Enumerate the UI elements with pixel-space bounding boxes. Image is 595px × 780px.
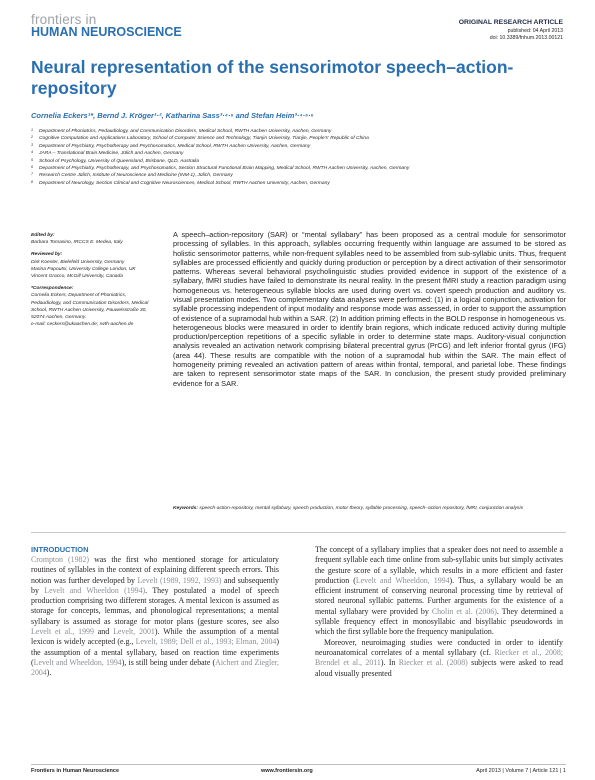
body-text: ). Thus, a syllabary would be an efficient instrument of conserving neuronal processing time by retrieval of stored neuronal syllabic patterns. Further arguments for the existence of a mental syllabary were provided by (315, 575, 563, 616)
correspondence-label: *Correspondence: (31, 286, 74, 292)
body-text: subjects were asked to read aloud visually presented (315, 658, 564, 678)
footer-issue-info: April 2013 | Volume 7 | Article 121 | 1 (476, 768, 566, 774)
affiliation-text: Research Centre Jülich, Institute of Neuroscience and Medicine (INM-1), Jülich, Germany (39, 173, 233, 179)
page-footer (31, 764, 566, 774)
affiliation-text: Cognitive Computation and Applications Laboratory, School of Computer Science and Technology, Tianjin University, Tianjin, People's' Republic of China (39, 136, 369, 142)
citation-link[interactable]: Cholin et al. (2006) (431, 606, 497, 616)
citation-link[interactable]: Levelt et al., 1999 (31, 627, 94, 637)
reviewed-by-label: Reviewed by: (31, 252, 63, 258)
keywords-label: Keywords: (173, 506, 199, 511)
abstract: A speech–action-repository (SAR) or “mental syllabary” has been proposed as a central module for sensorimotor processing of syllables. In this approach, syllables occurring frequently within language are assumed to be stored as holistic sensorimotor patterns, while non-frequent syllables need to be assembled from sub-syllabic units. Thus, frequent syllables are processed efficiently and quickly during production or perception by a direct activation of their sensorimotor patterns. Whereas several behavioral psycholinguistic studies provided evidence in support of the existence of a syllabary, fMRI studies have failed to demonstrate its neural reality. In the present fMRI study a reaction paradigm using homogeneous vs. heterogeneous syllable blocks are used during overt vs. covert speech production and auditory vs. visual presentation modes. Two complementary data analyses were performed: (1) in a logical conjunction, activation for syllable processing independent of input modality and response mode was assessed, in order to support the assumption of existence of a supramodal hub within a SAR. (2) In addition priming effects in the BOLD response in homogeneous vs. heterogeneous blocks were measured in order to identify brain regions, which indicate reduced activity during multiple production/perception repetitions of a specific syllable in order to determine state maps. Auditory-visual conjunction analysis revealed an activation network comprising bilateral precentral gyrus (PrCG) and left inferior frontal gyrus (IFG) (area 44). These results are compatible with the notion of a supramodal hub within the SAR. The main effect of homogeneity priming revealed an activation pattern of areas within frontal, temporal, and parietal lobe. These findings are taken to represent sensorimotor state maps of the SAR. In conclusion, the present study provided preliminary evidence for a SAR. (173, 230, 566, 388)
affiliation-number: 5 (31, 157, 33, 162)
affiliation-item (31, 165, 511, 172)
body-text: ), is still being under debate ( (121, 657, 216, 667)
citation-link[interactable]: Levelt, 2001 (113, 627, 155, 637)
citation-link[interactable]: Levelt and Wheeldon (1994) (44, 585, 146, 595)
affiliation-item (31, 158, 511, 165)
publication-info (490, 28, 563, 42)
body-text: and subsequently by (31, 575, 279, 595)
affiliation-number: 4 (31, 150, 33, 155)
body-text: ). (46, 668, 52, 678)
citation-link[interactable]: Levelt and Wheeldon, 1994 (33, 657, 122, 667)
editor: Barbara Tomasino, IRCCS E. Medea, Italy (31, 240, 123, 246)
citation-link[interactable]: Levelt and Wheeldon, 1994 (355, 575, 450, 585)
body-text: ). In (380, 658, 399, 668)
body-text: . They determined a syllable frequency effect in monosyllabic and bisyllabic pseudowords in which the first syllable bore the frequency manipulation. (315, 606, 563, 637)
affiliation-item (31, 180, 511, 187)
introduction-heading: INTRODUCTION (31, 545, 89, 554)
journal-logo-line1: frontiers in (31, 12, 97, 27)
body-paragraph (315, 638, 563, 679)
citation-link[interactable]: Crompton (1982) (31, 555, 90, 564)
affiliation-item (31, 143, 511, 150)
citation-link[interactable]: Riecker et al., 2008; Brendel et al., 2011 (315, 647, 563, 668)
doi: doi: 10.3389/fnhum.2013.00121 (489, 35, 563, 41)
body-text: ) the assumption of a mental syllabary, based on reaction time experiments ( (31, 637, 279, 667)
citation-link[interactable]: Aichert and Ziegler, 2004 (31, 657, 279, 678)
affiliation-number: 1 (31, 128, 33, 132)
body-column-left (31, 555, 279, 679)
published-date: published: 04 April 2013 (507, 28, 563, 34)
affiliation-number: 6 (31, 165, 33, 170)
reviewer: Vincent Gracco, McGill University, Canada (31, 274, 123, 280)
body-paragraph (315, 545, 563, 638)
body-paragraph (31, 555, 279, 679)
section-divider (31, 532, 566, 533)
citation-link[interactable]: Riecker et al. (2008) (398, 658, 468, 668)
affiliation-number: 8 (31, 179, 33, 184)
article-type: ORIGINAL RESEARCH ARTICLE (458, 19, 563, 26)
affiliation-text: Department of Psychiatry, Psychotherapy, and Psychosomatics, Section Structural Functional Brain Mapping, Medical School, RWTH Aachen University, Aachen, Germany (39, 166, 410, 172)
affiliation-number: 3 (31, 142, 33, 147)
body-text: The concept of a syllabary implies that a speaker does not need to assemble a frequent syllable each time online from sub-syllabic units but simply activates the gesture score of a syllable, which results in a more efficient and faster production ( (315, 545, 563, 585)
affiliation-text: JARA – Translational Brain Medicine, Jülich and Aachen, Germany (39, 151, 184, 157)
affiliation-number: 7 (31, 172, 33, 177)
affiliation-item (31, 150, 511, 157)
body-text: . They postulated a model of speech production comprising two different storages. A mental lexicon is assumed as storage for concepts, lemmas, and phonological representations; a mental syllabary is assumed as storage for motor plans (gesture scores, see also (31, 585, 279, 626)
affiliation-item (31, 135, 511, 142)
correspondence-address: Cornelia Eckers, Department of Phoniatrics, Pedaudiology, and Communication Disorders, Medical School, RWTH Aachen University, Pauwelsstraße 30, 52074 Aachen, Germany. (31, 293, 149, 321)
affiliation-item (31, 128, 511, 135)
body-text: ). While the assumption of a mental lexicon is widely accepted (e.g., (31, 627, 279, 647)
reviewer: Marina Papoutsi, University College London, UK (31, 266, 136, 272)
keywords (173, 505, 566, 512)
journal-logo-line2: HUMAN NEUROSCIENCE (31, 25, 182, 39)
affiliation-text: School of Psychology, University of Queensland, Brisbane, QLD, Australia (39, 158, 200, 164)
keywords-list: speech-action-repository, mental syllabary, speech production, motor theory, syllable processing, speech–action repository, fMRI, conjunction analysis (199, 506, 524, 511)
affiliation-item (31, 172, 511, 179)
affiliation-text: Department of Neurology, Section Clinical and Cognitive Neurosciences, Medical School, RWTH Aachen University, Aachen, Germany (39, 180, 330, 186)
body-text: and (93, 627, 114, 637)
affiliations-list (31, 128, 511, 187)
edited-by-label: Edited by: (31, 233, 55, 238)
body-text: Moreover, neuroimaging studies were conducted in order to identify neuroanatomical correlates of a mental syllabary (cf. (315, 637, 563, 657)
reviewer: Dirk Koester, Bielefeld University, Germany (31, 259, 125, 265)
citation-link[interactable]: Levelt (1989, 1992, 1993) (137, 575, 222, 585)
affiliation-text: Department of Phoniatrics, Pedaudiology, and Communication Disorders, Medical School, RWTH Aachen University, Aachen, Germany (39, 129, 332, 134)
footer-website[interactable]: www.frontiersin.org (261, 768, 313, 774)
correspondence-email[interactable]: e-mail: ceckers@ukaachen.de; rwth-aachen.de (31, 322, 134, 328)
footer-journal: Frontiers in Human Neuroscience (31, 768, 120, 774)
body-text: was the first who mentioned storage for articulatory routines of syllables in the context of explaining different speech errors. This notion was further developed by (31, 555, 280, 585)
affiliation-number: 2 (31, 135, 33, 140)
article-sidebar (31, 232, 151, 333)
body-column-right (315, 545, 563, 679)
article-title: Neural representation of the sensorimotor speech–action-repository (31, 57, 514, 98)
authors: Cornelia Eckers¹*, Bernd J. Kröger¹·², Katharina Sass³·⁴·⁵ and Stefan Heim³·⁴·⁵·⁶ (31, 111, 314, 120)
affiliation-text: Department of Psychiatry, Psychotherapy and Psychosomatics, Medical School, RWTH Aachen University, Aachen, Germany (39, 143, 311, 149)
citation-link[interactable]: Levelt, 1989; Dell et al., 1993; Elman, 2004 (135, 637, 277, 647)
